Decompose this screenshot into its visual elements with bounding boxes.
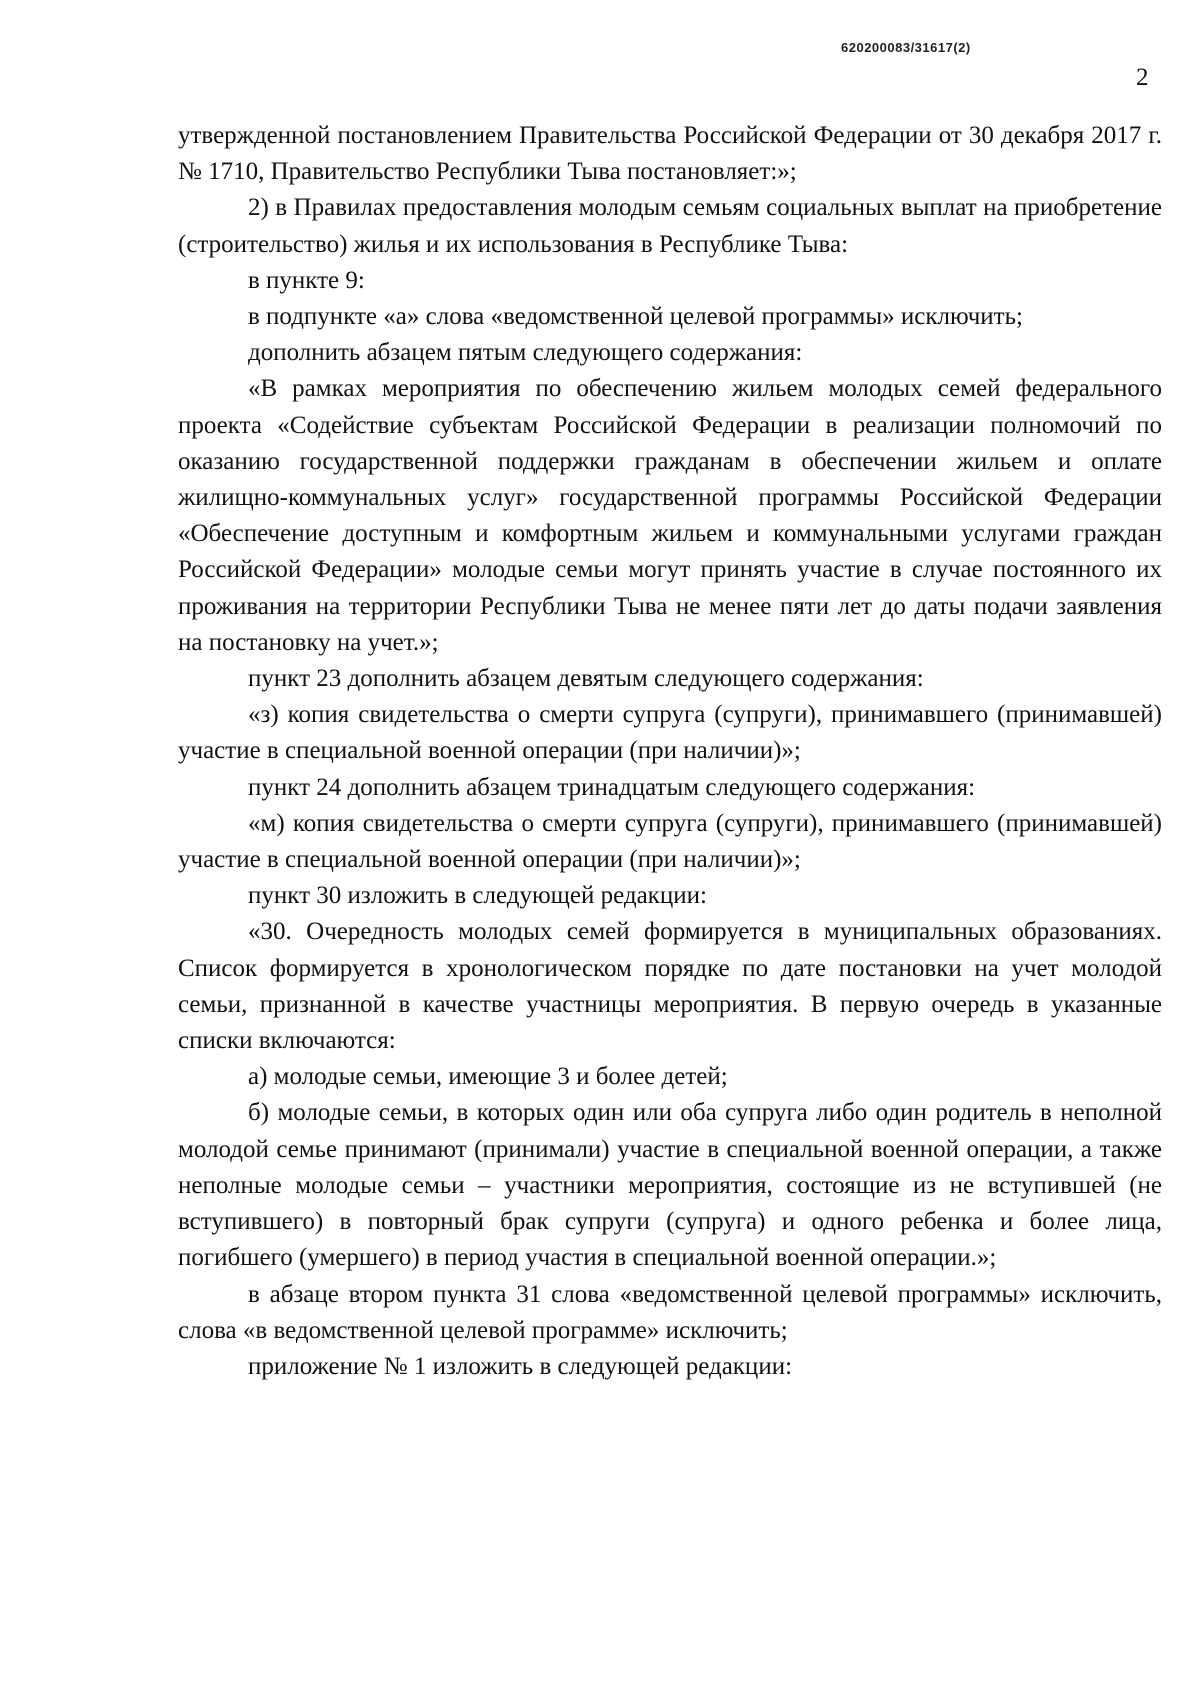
document-body	[178, 118, 1162, 1385]
document-id: 620200083/31617(2)	[841, 40, 971, 55]
paragraph-11: пункт 30 изложить в следующей редакции:	[248, 882, 707, 910]
paragraph-8: «з) копия свидетельства о смерти супруга (супруги), принимавшего (принимавшей) участие в специальной военной операции (при наличии)»;	[178, 701, 1162, 765]
paragraph-7: пункт 23 дополнить абзацем девятым следующего содержания:	[248, 665, 924, 693]
paragraph-4: в подпункте «а» слова «ведомственной целевой программы» исключить;	[248, 303, 1023, 331]
paragraph-6: «В рамках мероприятия по обеспечению жильем молодых семей федерального проекта «Содействие субъектам Российской Федерации в реализации полномочий по оказанию государственной поддержки гражданам в обеспечении жильем и оплате жилищно-коммунальных услуг» государственной программы Российской Федерации «Обеспечение доступным и комфортным жильем и коммунальными услугами граждан Российской Федерации» молодые семьи могут принять участие в случае постоянного их проживания на территории Республики Тыва не менее пяти лет до даты подачи заявления на постановку на учет.»;	[178, 375, 1162, 656]
paragraph-5: дополнить абзацем пятым следующего содержания:	[248, 339, 803, 367]
paragraph-15: в абзаце втором пункта 31 слова «ведомственной целевой программы» исключить, слова «в ведомственной целевой программе» исключить;	[178, 1280, 1162, 1344]
paragraph-13: а) молодые семьи, имеющие 3 и более детей;	[248, 1063, 728, 1091]
paragraph-10: «м) копия свидетельства о смерти супруга (супруги), принимавшего (принимавшей) участие в специальной военной операции (при наличии)»;	[178, 809, 1162, 874]
paragraph-3: в пункте 9:	[248, 266, 365, 294]
paragraph-1: утвержденной постановлением Правительства Российской Федерации от 30 декабря 2017 г. № 1710, Правительство Республики Тыва постановляет:»;	[178, 122, 1162, 186]
paragraph-14: б) молодые семьи, в которых один или оба супруга либо один родитель в неполной молодой семье принимают (принимали) участие в специальной военной операции, а также неполные молодые семьи – участники мероприятия, состоящие из не вступившей (не вступившего) в повторный брак супруги (супруга) и одного ребенка и более лица, погибшего (умершего) в период участия в специальной военной операции.»;	[178, 1099, 1162, 1272]
paragraph-2: 2) в Правилах предоставления молодым семьям социальных выплат на приобретение (строительство) жилья и их использования в Республике Тыва:	[178, 194, 1162, 258]
page-number: 2	[1136, 64, 1149, 91]
paragraph-12: «30. Очередность молодых семей формируется в муниципальных образованиях. Список формируется в хронологическом порядке по дате постановки на учет молодой семьи, признанной в качестве участницы мероприятия. В первую очередь в указанные списки включаются:	[178, 918, 1162, 1055]
paragraph-16: приложение № 1 изложить в следующей редакции:	[248, 1352, 793, 1380]
paragraph-9: пункт 24 дополнить абзацем тринадцатым следующего содержания:	[248, 773, 976, 801]
